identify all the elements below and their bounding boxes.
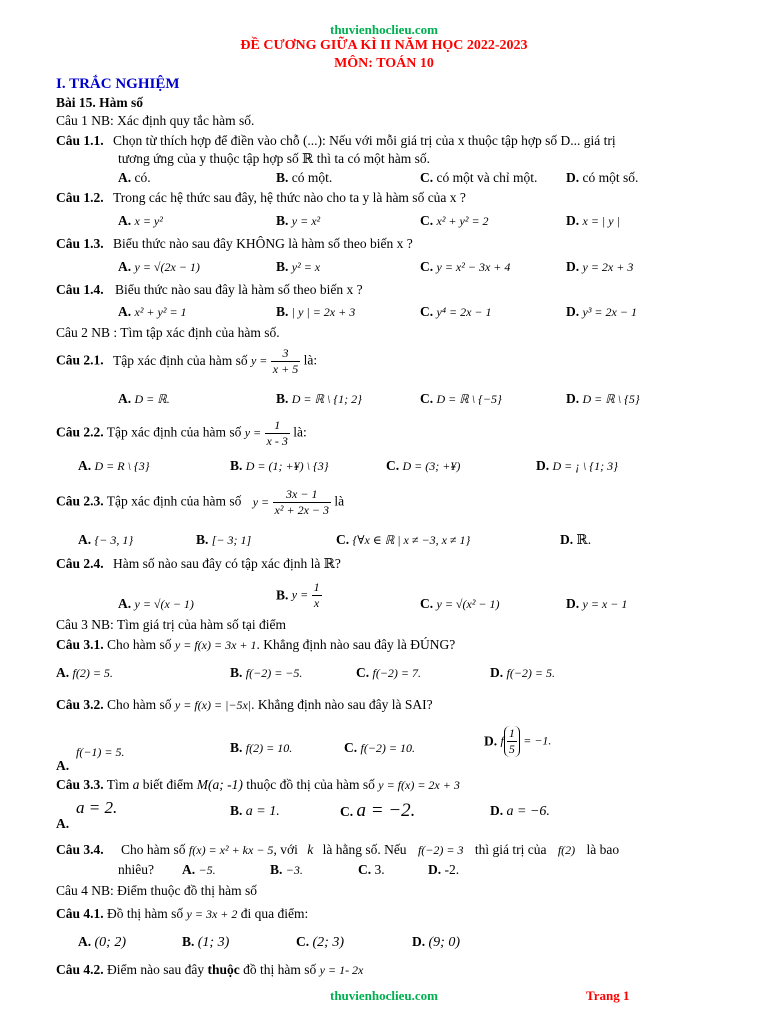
question-label: Câu 4.1.: [56, 906, 104, 921]
option-a[interactable]: [56, 665, 113, 681]
option-label: B.: [276, 587, 289, 603]
question-3-1: [56, 637, 455, 653]
option-text: D = R \ {3}: [94, 459, 150, 473]
question-2-2: [56, 418, 307, 449]
option-label: D.: [412, 934, 426, 949]
option-a[interactable]: [118, 213, 163, 229]
option-text: (2; 3): [312, 935, 344, 950]
section-title: I. TRẮC NGHIỆM: [56, 76, 180, 92]
option-b[interactable]: [276, 259, 320, 275]
question-text: Điểm nào sau đây: [107, 962, 205, 977]
denominator: x - 3: [266, 434, 288, 448]
option-text: y = x²: [291, 214, 321, 228]
equation: y = 1- 2x: [319, 963, 364, 977]
option-text: -2.: [444, 862, 460, 877]
option-label: C.: [386, 458, 400, 473]
option-text: 3.: [374, 862, 385, 877]
question-text: là bao: [586, 842, 620, 857]
option-text: y = 2x + 3: [582, 260, 634, 274]
option-label: A.: [56, 665, 70, 680]
question-text-cont: tương ứng của y thuộc tập hợp số ℝ thì ta có một hàm số.: [118, 151, 430, 166]
option-text: f(2) = 5.: [72, 666, 113, 680]
numerator: 1: [508, 726, 515, 740]
option-label: D.: [566, 391, 580, 406]
question-1-3: [56, 236, 413, 252]
option-label: D.: [560, 532, 574, 547]
option-label: D.: [490, 665, 504, 680]
option-text: f(2) = 10.: [245, 741, 293, 755]
option-b[interactable]: [196, 532, 251, 548]
option-a[interactable]: [118, 596, 194, 612]
option-text: y³ = 2x − 1: [582, 305, 637, 319]
equation: y = 3x + 2: [186, 907, 238, 921]
numerator: 3: [271, 346, 300, 362]
option-label: C.: [356, 665, 370, 680]
option-label: B.: [270, 862, 283, 877]
option-label: B.: [276, 213, 289, 228]
topic-2: Câu 2 NB : Tìm tập xác định của hàm số.: [56, 325, 280, 340]
option-label: B.: [276, 170, 289, 185]
equation: y = f(x) = 2x + 3: [378, 778, 460, 792]
option-label: C.: [420, 304, 434, 319]
option-d[interactable]: [536, 458, 618, 474]
question-4-1: [56, 906, 308, 922]
option-label: D.: [566, 304, 580, 319]
option-text: y² = x: [291, 260, 321, 274]
option-a[interactable]: [118, 391, 170, 407]
question-text: Tập xác định của hàm số: [113, 352, 248, 368]
question-label: Câu 2.1.: [56, 352, 104, 368]
question-label: Câu 2.2.: [56, 424, 104, 440]
option-text: −5.: [198, 863, 216, 877]
option-label: B.: [182, 934, 195, 949]
question-label: Câu 3.2.: [56, 697, 104, 712]
question-text: thuộc đồ thị của hàm số: [246, 777, 375, 792]
option-c[interactable]: [358, 862, 385, 878]
question-text: nhiêu?: [118, 862, 154, 877]
option-c[interactable]: [420, 596, 500, 612]
option-text: có.: [134, 170, 151, 185]
option-label: D.: [566, 170, 580, 185]
option-text: có một.: [291, 170, 333, 185]
option-text: [− 3; 1]: [211, 533, 252, 547]
equation: y = f(x) = 3x + 1: [174, 638, 257, 652]
option-b[interactable]: [230, 740, 292, 756]
question-tail: là:: [303, 352, 318, 368]
option-text: f(−2) = 7.: [372, 666, 422, 680]
equation: y = f(x) = |−5x|: [174, 698, 252, 712]
option-label: C.: [420, 213, 434, 228]
option-c[interactable]: [340, 800, 415, 822]
question-label: Câu 1.1.: [56, 133, 104, 148]
denominator: x + 5: [272, 362, 299, 376]
option-b[interactable]: [276, 580, 322, 611]
option-b[interactable]: [230, 665, 302, 681]
option-d[interactable]: [412, 934, 460, 951]
question-text: Hàm số nào sau đây có tập xác định là ℝ?: [113, 556, 341, 571]
option-text: −3.: [285, 863, 303, 877]
question-text: Biểu thức nào sau đây là hàm số theo biến x ?: [115, 282, 363, 297]
option-label: D.: [566, 596, 580, 611]
question-label: Câu 1.4.: [56, 282, 104, 297]
option-text: a = 1.: [245, 804, 280, 819]
option-text: f: [500, 733, 504, 748]
question-text: Biểu thức nào sau đây KHÔNG là hàm số theo biến x ?: [113, 236, 413, 251]
topic-1: Câu 1 NB: Xác định quy tắc hàm số.: [56, 113, 255, 128]
option-text: x² + y² = 2: [436, 214, 489, 228]
question-text: là hằng số. Nếu: [322, 842, 407, 857]
option-label: A.: [118, 170, 132, 185]
point: M(a; -1): [196, 777, 243, 792]
question-text: Tập xác định của hàm số: [106, 493, 242, 509]
option-text: y⁴ = 2x − 1: [436, 305, 492, 319]
option-label: B.: [230, 458, 243, 473]
option-text: f(−2) = −5.: [245, 666, 303, 680]
option-d[interactable]: [490, 665, 555, 681]
option-text: {− 3, 1}: [94, 533, 134, 547]
option-label: B.: [196, 532, 209, 547]
option-text: x² + y² = 1: [134, 305, 187, 319]
option-text: f(−2) = 5.: [506, 666, 556, 680]
option-label: A.: [118, 596, 132, 611]
option-text: (9; 0): [428, 935, 460, 950]
option-text: D = ¡ \ {1; 3}: [552, 459, 618, 473]
option-text: D = ℝ \ {1; 2}: [291, 392, 362, 406]
option-text: a = 2.: [76, 798, 118, 817]
numerator: 1: [313, 580, 320, 594]
variable: k: [307, 842, 314, 857]
question-text: Trong các hệ thức sau đây, hệ thức nào cho ta y là hàm số của x ?: [113, 190, 466, 205]
option-a[interactable]: [118, 259, 200, 275]
option-b[interactable]: [276, 304, 355, 320]
option-a[interactable]: [56, 744, 125, 773]
equation-lhs: y =: [250, 353, 268, 368]
option-label: A.: [78, 934, 92, 949]
option-text: có một và chỉ một.: [436, 170, 538, 185]
question-label: Câu 4.2.: [56, 962, 104, 977]
option-c[interactable]: [356, 665, 421, 681]
option-label: C.: [420, 391, 434, 406]
variable: a: [132, 777, 140, 792]
option-text: {∀x ∈ ℝ | x ≠ −3, x ≠ 1}: [352, 533, 471, 547]
question-3-3: [56, 777, 460, 793]
option-d[interactable]: [566, 259, 633, 275]
option-text: y = √(x² − 1): [436, 597, 500, 611]
option-b[interactable]: [230, 803, 280, 820]
option-c[interactable]: [344, 740, 415, 756]
option-a[interactable]: [78, 458, 150, 474]
question-1-2: [56, 190, 466, 206]
option-text: D = ℝ \ {−5}: [436, 392, 502, 406]
option-label: C.: [296, 934, 310, 949]
option-label: A.: [118, 259, 132, 274]
option-label: B.: [276, 391, 289, 406]
question-1-1: [56, 133, 616, 149]
question-label: Câu 1.3.: [56, 236, 104, 251]
question-text: thì giá trị của: [474, 842, 547, 857]
option-c[interactable]: [420, 259, 510, 275]
option-label: C.: [358, 862, 372, 877]
question-tail: là: [334, 493, 345, 509]
lesson-title: Bài 15. Hàm số: [56, 95, 144, 110]
question-1-4: [56, 282, 363, 298]
question-text: Tìm: [106, 777, 130, 792]
header-subject: MÔN: TOÁN 10: [334, 56, 434, 71]
option-text: a = −2.: [356, 800, 416, 821]
numerator: 3x − 1: [273, 487, 331, 503]
option-text: D = ℝ.: [134, 392, 170, 406]
denominator: x: [313, 596, 320, 610]
option-label: D.: [536, 458, 550, 473]
question-4-2: [56, 962, 363, 978]
option-c[interactable]: [420, 170, 537, 186]
option-label: C.: [336, 532, 350, 547]
option-text: x = | y |: [582, 214, 620, 228]
option-a[interactable]: [118, 170, 151, 186]
option-label: B.: [276, 304, 289, 319]
question-label: Câu 3.1.: [56, 637, 104, 652]
option-label: D.: [566, 213, 580, 228]
option-label: C.: [340, 804, 354, 819]
topic-4: Câu 4 NB: Điểm thuộc đồ thị hàm số: [56, 883, 257, 898]
equation: f(x) = x² + kx − 5: [188, 843, 274, 857]
option-b[interactable]: [182, 934, 229, 951]
fraction: [265, 418, 290, 449]
option-text: D = (1; +¥) \ {3}: [245, 459, 329, 473]
footer-site[interactable]: thuvienhoclieu.com: [330, 988, 438, 1003]
option-d[interactable]: [490, 803, 550, 820]
option-d[interactable]: [560, 532, 591, 548]
option-label: A.: [118, 391, 132, 406]
fraction: [504, 726, 520, 757]
option-label: A.: [78, 532, 92, 547]
function-value: f(2): [557, 843, 576, 857]
option-c[interactable]: [296, 934, 344, 951]
option-d[interactable]: [566, 213, 620, 229]
option-d[interactable]: [484, 726, 551, 757]
question-label: Câu 1.2.: [56, 190, 104, 205]
option-label: B.: [230, 665, 243, 680]
question-text: Đồ thị hàm số: [107, 906, 184, 921]
option-label: A.: [78, 458, 92, 473]
option-d[interactable]: [566, 304, 637, 320]
question-text: Cho hàm số: [107, 637, 172, 652]
topic-3: Câu 3 NB: Tìm giá trị của hàm số tại điểm: [56, 617, 286, 632]
equation-lhs: y =: [252, 494, 270, 509]
option-label: A.: [56, 758, 70, 773]
option-c[interactable]: [420, 304, 492, 320]
fraction: [312, 580, 322, 611]
option-b[interactable]: [276, 391, 362, 407]
option-c[interactable]: [420, 213, 489, 229]
option-d[interactable]: [566, 391, 640, 407]
question-2-1: [56, 346, 317, 377]
option-d[interactable]: [428, 862, 459, 878]
question-label: Câu 2.4.: [56, 556, 104, 571]
option-label: D.: [490, 803, 504, 818]
header-site[interactable]: thuvienhoclieu.com: [330, 22, 438, 37]
denominator: x² + 2x − 3: [274, 503, 329, 517]
option-text: D = (3; +¥): [402, 459, 461, 473]
option-text: y = x² − 3x + 4: [436, 260, 511, 274]
option-label: B.: [230, 740, 243, 755]
option-label: D.: [566, 259, 580, 274]
question-3-2: [56, 697, 433, 713]
option-label: A.: [182, 862, 196, 877]
option-label: C.: [420, 259, 434, 274]
option-text: (0; 2): [94, 935, 126, 950]
option-text: y = x − 1: [582, 597, 628, 611]
question-text: , với: [273, 842, 298, 857]
option-text: x = y²: [134, 214, 163, 228]
question-text: biết điểm: [142, 777, 194, 792]
option-text: D = ℝ \ {5}: [582, 392, 640, 406]
option-label: D.: [484, 733, 498, 749]
question-tail: đi qua điểm:: [240, 906, 309, 921]
option-text: | y | = 2x + 3: [291, 305, 356, 319]
fraction: [271, 346, 300, 377]
option-text: a = −6.: [506, 804, 550, 819]
numerator: 1: [265, 418, 290, 434]
option-b[interactable]: [230, 458, 329, 474]
option-label: A.: [118, 213, 132, 228]
option-a[interactable]: [78, 934, 126, 951]
option-label: C.: [420, 596, 434, 611]
question-text: Cho hàm số: [121, 842, 186, 857]
question-3-4: [56, 842, 619, 858]
option-d[interactable]: [566, 170, 638, 186]
question-emphasis: thuộc: [207, 962, 240, 977]
option-label: C.: [344, 740, 358, 755]
question-2-4: [56, 556, 341, 572]
question-text: Tập xác định của hàm số: [106, 424, 242, 440]
option-a[interactable]: [78, 532, 133, 548]
question-3-4-cont: [118, 862, 154, 878]
option-c[interactable]: [420, 391, 502, 407]
option-text: y =: [291, 587, 309, 602]
option-text: y = √(2x − 1): [134, 260, 200, 274]
header-title: ĐỀ CƯƠNG GIỮA KÌ II NĂM HỌC 2022-2023: [240, 38, 528, 53]
option-label: B.: [276, 259, 289, 274]
question-label: Câu 3.3.: [56, 777, 104, 792]
footer-page-number: Trang 1: [586, 988, 630, 1003]
question-label: Câu 2.3.: [56, 493, 104, 509]
option-a[interactable]: [118, 304, 187, 320]
option-a[interactable]: [56, 798, 118, 831]
question-text: Cho hàm số: [107, 697, 172, 712]
question-2-3: [56, 487, 344, 518]
fraction: [273, 487, 331, 518]
option-label: B.: [230, 803, 243, 818]
option-text: = −1.: [523, 733, 552, 748]
option-text: có một số.: [582, 170, 639, 185]
option-text: (1; 3): [197, 935, 230, 950]
option-text: f(−2) = 10.: [360, 741, 416, 755]
question-tail: là:: [293, 424, 307, 440]
option-b[interactable]: [270, 862, 303, 878]
option-b[interactable]: [276, 213, 320, 229]
question-label: Câu 3.4.: [56, 842, 104, 857]
option-label: C.: [420, 170, 434, 185]
option-label: A.: [118, 304, 132, 319]
option-c[interactable]: [386, 458, 460, 474]
question-tail: . Khẳng định nào sau đây là SAI?: [251, 697, 433, 712]
equation-lhs: y =: [244, 425, 262, 440]
option-label: D.: [428, 862, 442, 877]
question-tail: . Khẳng định nào sau đây là ĐÚNG?: [256, 637, 456, 652]
condition: f(−2) = 3: [417, 843, 464, 857]
option-text: y = √(x − 1): [134, 597, 194, 611]
option-d[interactable]: [566, 596, 627, 612]
option-text: ℝ.: [576, 532, 592, 547]
question-text: đồ thị hàm số: [243, 962, 317, 977]
option-text: f(−1) = 5.: [76, 745, 125, 759]
question-text: Chọn từ thích hợp để điền vào chỗ (...): Nếu với mỗi giá trị của x thuộc tập hợp số D... giá trị: [113, 133, 616, 148]
option-a[interactable]: [182, 862, 216, 878]
option-c[interactable]: [336, 532, 470, 548]
option-b[interactable]: [276, 170, 332, 186]
denominator: 5: [508, 742, 515, 756]
option-label: A.: [56, 816, 70, 831]
